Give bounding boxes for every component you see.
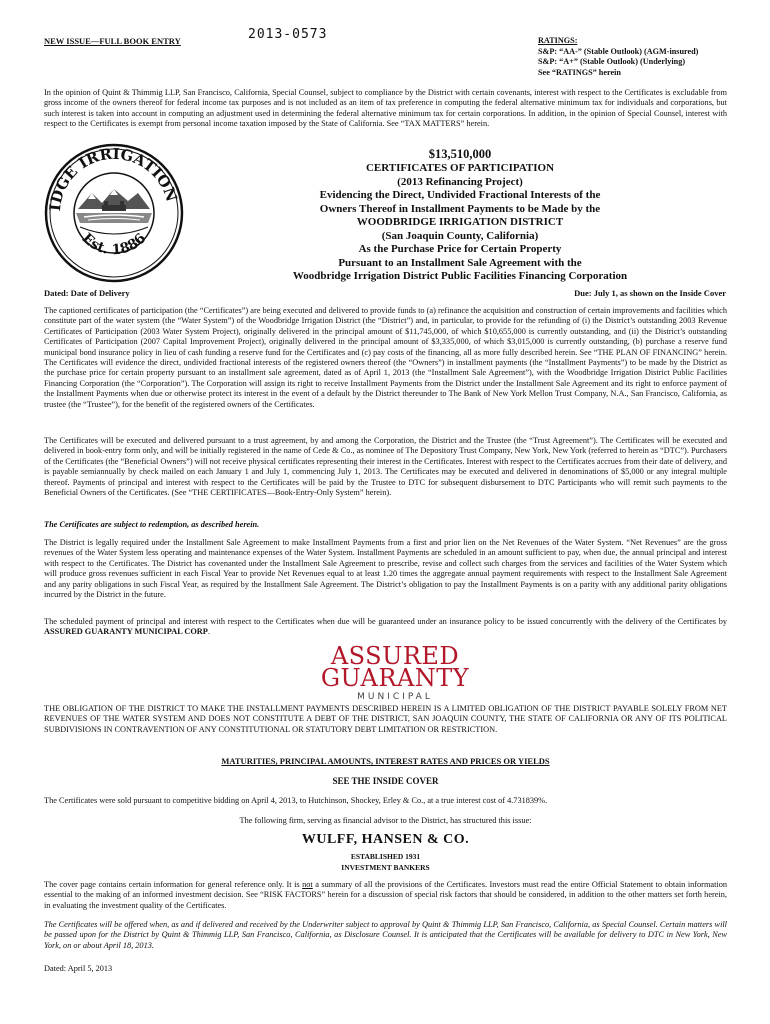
due-label: Due: July 1, as shown on the Inside Cover — [574, 288, 726, 298]
dated-footer: Dated: April 5, 2013 — [44, 964, 113, 973]
title-line: Evidencing the Direct, Undivided Fractional Interests of the — [319, 189, 601, 201]
seal-arc-text: IDGE IRRIGATION — [45, 144, 181, 212]
title-line: As the Purchase Price for Certain Property — [358, 243, 562, 255]
assured-guaranty-logo — [320, 642, 470, 702]
principal-amount: $13,510,000 — [428, 147, 492, 161]
offering-paragraph: The Certificates will be offered when, as and if delivered and received by the Underwriter subject to approval by Quint & Thimmig LLP, San Francisco, California, as Special Counsel. Certain matters will be passed upon for the District by Quint & Thimmig LLP, San Francisco, California, as Disclosure Counsel. It is anticipated that the Certificates will be available for delivery to DTC in New York, New York, on or about April 18, 2013. — [44, 920, 727, 950]
title-line: CERTIFICATES OF PARTICIPATION — [365, 162, 555, 174]
title-line: Owners Thereof in Installment Payments to be Made by the — [319, 202, 601, 215]
title-block — [180, 147, 740, 284]
new-issue-label: NEW ISSUE—FULL BOOK ENTRY — [44, 36, 181, 46]
rating-line: See “RATINGS” herein — [538, 67, 621, 77]
tax-opinion-paragraph: In the opinion of Quint & Thimmig LLP, San Francisco, California, Special Counsel, subject to compliance by the District with certain covenants, interest with respect to the Certificates is excludable from gross income of the owners thereof for federal income tax purposes and is not included as an item of tax preference in computing the federal alternative minimum tax for individuals and corporations, but such interest is taken into account in computing an adjustment used in determining the federal alternative minimum tax for certain corporations. In addition, in the opinion of Special Counsel, interest with respect to the Certificates is exempt from personal income taxation imposed by the State of California. See “TAX MATTERS” herein. — [44, 88, 727, 129]
title-line: (San Joaquin County, California) — [381, 229, 539, 242]
document-number: 2013-0573 — [248, 27, 328, 42]
dated-label: Dated: Date of Delivery — [44, 288, 130, 298]
maturities-heading: MATURITIES, PRINCIPAL AMOUNTS, INTEREST RATES AND PRICES OR YIELDS — [221, 756, 550, 766]
cover-notice-paragraph: The cover page contains certain information for general reference only. It is not a summary of all the provisions of the Certificates. Investors must read the entire Official Statement to obtain information essential to the making of an informed investment decision. See “RISK FACTORS” herein for a discussion of special risk factors that should be considered, in addition to the other matters set forth herein, in evaluating the investment quality of the Certificates. — [44, 880, 727, 910]
advisor-type: INVESTMENT BANKERS — [341, 863, 430, 872]
title-line: Woodbridge Irrigation District Public Facilities Financing Corporation — [292, 270, 628, 282]
rating-line: S&P: “A+” (Stable Outlook) (Underlying) — [538, 57, 686, 67]
ratings-block — [538, 36, 698, 78]
advisor-firm — [44, 832, 727, 872]
logo-subline: MUNICIPAL — [357, 692, 433, 702]
net-revenues-paragraph: The District is legally required under the Installment Sale Agreement to make Installment Payments from a first and prior lien on the Net Revenues of the Water System. “Net Revenues” are the gross revenues of the Water System less operating and maintenance expenses of the Water System. Installment Payments are scheduled in an amount sufficient to pay, when due, the annual principal and interest with respect to the Certificates. The District has covenanted under the Installment Sale Agreement to prescribe, revise and collect such charges from the services and facilities of the Water System which will produce gross revenues sufficient in each Fiscal Year to provide Net Revenues equal to at least 1.20 times the aggregate annual payment requirements with respect to the Installment Sale Agreement and any parity obligations in such Fiscal Year, as required by the Installment Sale Agreement. The District’s obligation to pay the Installment Payments is on a parity with any additional parity obligations incurred by the District in the future. — [44, 538, 727, 600]
sale-paragraph: The Certificates were sold pursuant to competitive bidding on April 4, 2013, to Hutchinson, Shockey, Erley & Co., at a true interest cost of 4.731839%. — [44, 796, 548, 805]
insurer-name: ASSURED GUARANTY MUNICIPAL CORP — [44, 627, 208, 637]
district-seal-icon — [44, 143, 184, 283]
logo-line: GUARANTY — [320, 664, 470, 692]
advisor-established: ESTABLISHED 1931 — [350, 852, 421, 861]
redemption-note: The Certificates are subject to redemption, as described herein. — [44, 520, 260, 529]
trust-agreement-paragraph: The Certificates will be executed and delivered pursuant to a trust agreement, by and among the Corporation, the District and the Trustee (the “Trust Agreement”). The Certificates will be executed and delivered in book-entry form only, and will be initially registered in the name of Cede & Co., as nominee of The Depository Trust Company, New York, New York (referred to herein as “DTC”). Purchasers of the Certificates (the “Beneficial Owners”) will not receive physical certificates representing their interest in the Certificates. Interest with respect to the Certificates accrues from their date of delivery, and is payable semiannually by check mailed on each January 1 and July 1, commencing July 1, 2013. The Certificates may be executed and delivered in denominations of $5,000 or any integral multiple thereof. Payments of principal and interest with respect to the Certificates will be paid by the Trustee to DTC for subsequent disbursement to DTC Participants who will remit such payments to the Beneficial Owners of the Certificates. (See “THE CERTIFICATES—Book-Entry-Only System” herein). — [44, 436, 727, 498]
seal-est-text: Est. 1886 — [78, 230, 150, 259]
logo-line: ASSURED — [330, 642, 460, 670]
advisor-firm-name: WULFF, HANSEN & CO. — [301, 832, 470, 847]
see-inside-cover: SEE THE INSIDE COVER — [332, 776, 439, 786]
title-line: Pursuant to an Installment Sale Agreement with the — [338, 256, 582, 269]
rating-line: S&P: “AA-” (Stable Outlook) (AGM-insured) — [538, 46, 699, 56]
title-line: WOODBRIDGE IRRIGATION DISTRICT — [356, 216, 564, 228]
insurance-paragraph: The scheduled payment of principal and interest with respect to the Certificates when due will be guaranteed under an insurance policy to be issued concurrently with the delivery of the Certificates by ASSURED GUARANTY MUNICIPAL CORP. — [44, 617, 727, 637]
purpose-paragraph: The captioned certificates of participation (the “Certificates”) are being executed and delivered to provide funds to (a) refinance the acquisition and construction of certain improvements and facilities which constitute part of the water system (the “Water System”) of the Woodbridge Irrigation District (the “District”) and, in particular, to provide for the refunding of (i) the District’s outstanding 2003 Revenue Certificates of Participation (2003 Water System Project), originally delivered in the principal amount of $11,745,000, of which $10,655,000 is currently outstanding, and (ii) the District’s outstanding Certificates of Participation (2007 Capital Improvement Project), originally delivered in the principal amount of $3,335,000, of which $3,015,000 is currently outstanding, (b) purchase a reserve fund municipal bond insurance policy in lieu of cash funding a reserve fund for the Certificates and (c) pay costs of the financing, all as more fully described herein. See “THE PLAN OF FINANCING” herein. The Certificates will evidence the direct, undivided fractional interests of the registered owners thereof (the “Owners”) in installment payments (the “Installment Payments”) to be made by the District as the purchase price for certain property pursuant to an installment sale agreement, dated as of April 1, 2013 (the “Installment Sale Agreement”), with the Woodbridge Irrigation District Public Facilities Financing Corporation (the “Corporation”). The Corporation will assign its right to receive Installment Payments from the District under the Installment Sale Agreement and its right to enforce payment of the Installment Payments when due or otherwise protect its interest in the event of a default by the District thereunder to The Bank of New York Mellon Trust Company, N.A., San Francisco, California, as trustee (the “Trustee”), for the benefit of the registered owners of the Certificates. — [44, 306, 727, 409]
district-seal — [44, 143, 184, 283]
title-line: (2013 Refinancing Project) — [397, 175, 523, 188]
ratings-title: RATINGS: — [538, 36, 578, 45]
advisor-paragraph: The following firm, serving as financial advisor to the District, has structured this issue: — [239, 816, 532, 825]
limited-obligation-paragraph: THE OBLIGATION OF THE DISTRICT TO MAKE THE INSTALLMENT PAYMENTS DESCRIBED HEREIN IS A LIMITED OBLIGATION OF THE DISTRICT PAYABLE SOLELY FROM NET REVENUES OF THE WATER SYSTEM AND DOES NOT CONSTITUTE A DEBT OF THE DISTRICT, SAN JOAQUIN COUNTY, THE STATE OF CALIFORNIA OR ANY OF ITS POLITICAL SUBDIVISIONS IN CONTRAVENTION OF ANY CONSTITUTIONAL OR STATUTORY DEBT LIMITATION OR RESTRICTION. — [44, 704, 727, 734]
